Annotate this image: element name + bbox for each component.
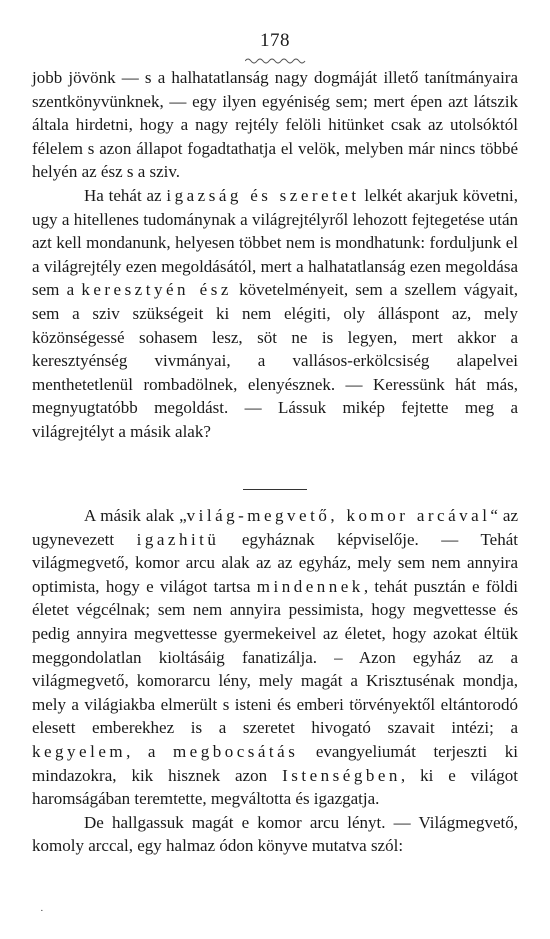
text-run: , ki e világot haromságában teremtette, megváltotta és igazgatja. <box>32 765 519 809</box>
emphasis-text: világ-megvető, komor arcával <box>186 506 491 525</box>
section-1 <box>32 66 518 444</box>
paragraph <box>32 504 518 811</box>
text-run: De hallgassuk magát e komor arcu lényt. — Világmegvető, komoly arccal, egy halmaz ódon könyve mutatva szól: <box>32 812 518 856</box>
emphasis-text: keresztyén ész <box>81 280 232 300</box>
paragraph <box>32 184 518 444</box>
text-run: , tehát pusztán e földi életet végcélnak; sem nem annyira pessimista, hogy megvettesse és pedig annyira megvettesse gyermekeivel az életet, hogy azokat éltük meggondolatlan kioltásáig fanatizálja. – Azon egyház az a világmegvető, komorarcu lény, mely magát a Krisztusénak mondja, mely a világiakba elmerült s isteni és emberi törvényektől eltántorodó elesett emberekhez is a szeretet hivogató szavait intézi; a <box>32 576 519 738</box>
text-run: egyháznak képviselője. — Tehát világmegvető, komor arcu alak az az egyház, mely sem nem annyira optimista, hogy e világot tartsa <box>32 529 518 596</box>
text-run: A másik alak „ <box>84 506 187 525</box>
paragraph <box>32 811 518 858</box>
paragraph <box>32 66 518 184</box>
print-speck: · <box>40 905 44 917</box>
emphasis-text: igazság és szeretet <box>166 185 360 205</box>
emphasis-text: mindennek <box>256 576 364 596</box>
emphasis-text: Istenségben <box>282 765 401 785</box>
text-run: , a <box>126 741 173 761</box>
page-number: 178 <box>260 30 290 51</box>
wavy-ornament <box>245 57 307 65</box>
section-2 <box>32 504 518 858</box>
emphasis-text: megbocsátás <box>172 741 299 761</box>
text-run: “ az ugynevezett <box>32 506 519 549</box>
text-run: jobb jövönk — s a halhatatlanság nagy dogmáját illető tanítmányaira szentkönyvünknek, — egy ilyen egyéniség sem; mert épen azt látszik általa hirdetni, hogy a nagy rejtély felöli hitünket csak az utolsóktól félelem s azon állapot fogadtathatja el velök, melyben már nincs többé helyén az ész s a sziv. <box>32 68 518 182</box>
text-run: evangyeliumát terjeszti ki mindazokra, kik hisznek azon <box>32 741 518 785</box>
emphasis-text: kegyelem <box>32 741 127 761</box>
section-divider <box>243 489 307 490</box>
text-run: Ha tehát az <box>84 185 167 205</box>
emphasis-text: igazhitü <box>136 529 220 549</box>
text-run: lelkét akarjuk követni, ugy a hitellenes tudománynak a világrejtélyről lehozott fejtegetése után azt kell mondanunk, helyesen többet nem is mondhatunk: forduljunk el a világrejtély ezen megoldásától, mert a halhatatlanság ezen megoldása sem a <box>32 185 518 300</box>
text-run: követelményeit, sem a szellem vágyait, sem a sziv szükségeit ki nem elégiti, oly álláspont az, mely közönségessé sohasem lesz, söt ne is legyen, mert akkor a keresztyénség vivmányai, a vallásos-erkölcsiség alapelvei menthetetlenül rombadölnek, elenyésznek. — Keressünk hát más, megnyugtatóbb megoldást. — Lássuk mikép fejtette meg a világrejtélyt a másik alak? <box>32 280 519 441</box>
